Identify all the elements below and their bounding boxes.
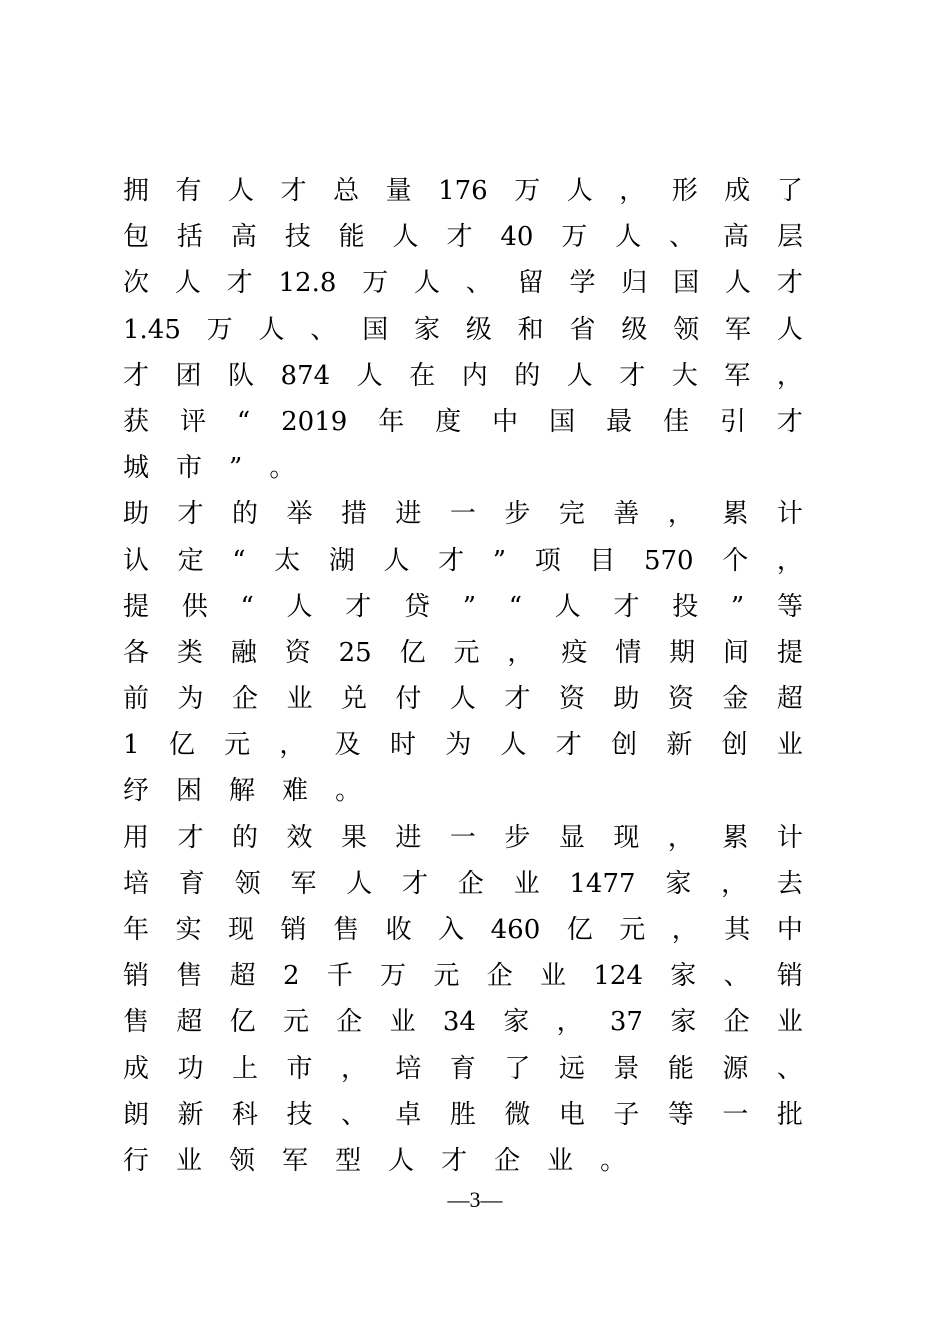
text-token: 培 (123, 868, 150, 899)
text-token: ” (730, 591, 745, 622)
text-token: 科 (231, 1099, 258, 1130)
text-line (123, 584, 803, 630)
text-token: 果 (340, 822, 367, 853)
text-token: 其 (724, 915, 751, 945)
text-token: 37 (609, 1007, 643, 1038)
text-token: 为 (177, 684, 204, 715)
text-token: 才 (776, 406, 803, 437)
text-token: 间 (723, 637, 750, 668)
text-token: 级 (465, 314, 492, 345)
text-token: 业 (389, 1007, 416, 1038)
text-token: 级 (621, 314, 648, 345)
text-token: 助 (613, 684, 640, 715)
text-token: ， (279, 730, 306, 761)
text-token: 40 (500, 222, 534, 253)
text-line (123, 953, 803, 999)
text-token: 国 (362, 314, 389, 345)
text-token: 人 (615, 222, 642, 253)
text-token: 。 (600, 1145, 627, 1176)
text-token: 才 (345, 591, 372, 622)
text-token: 计 (776, 822, 803, 853)
text-token: 提 (776, 637, 803, 668)
text-token: ” (492, 545, 507, 576)
text-line (123, 722, 803, 768)
text-token: 进 (395, 822, 422, 853)
text-token: 亿 (229, 1007, 256, 1038)
text-line (123, 630, 803, 676)
text-token: 25 (338, 637, 372, 668)
text-token: 中 (492, 406, 519, 437)
text-token: 元 (433, 961, 460, 992)
text-token: 874 (280, 360, 331, 391)
text-token: 成 (724, 176, 751, 206)
text-token: 期 (669, 637, 696, 668)
text-token: 人 (383, 545, 410, 576)
text-token: 才 (441, 1145, 468, 1176)
text-token: 销 (776, 961, 803, 992)
text-token: 人 (500, 730, 527, 761)
text-token: 措 (340, 499, 367, 530)
text-token: 企 (336, 1007, 363, 1038)
text-token: 一 (449, 499, 476, 530)
text-token: 留 (517, 268, 544, 299)
text-token: 疫 (561, 637, 588, 668)
text-token: 元 (453, 637, 480, 668)
text-token: 家 (670, 1007, 697, 1038)
text-token: 124 (593, 961, 643, 992)
text-token: 型 (335, 1145, 362, 1176)
text-token: 学 (569, 268, 596, 299)
text-token: ” (229, 453, 243, 484)
text-token: 育 (449, 1053, 476, 1084)
text-token: 人 (566, 360, 593, 391)
text-token: ， (507, 637, 534, 668)
text-token: 人 (566, 176, 593, 206)
text-token: ， (556, 1007, 583, 1038)
text-token: 军 (290, 868, 317, 899)
text-token: 兑 (340, 684, 367, 715)
text-token: 家 (670, 961, 697, 992)
text-token: ” (462, 591, 476, 622)
text-token: 佳 (663, 406, 690, 437)
text-token: 、 (669, 222, 696, 253)
text-token: 人 (356, 360, 383, 391)
text-token: 累 (722, 822, 749, 853)
text-token: 销 (123, 961, 150, 992)
text-token: 情 (615, 637, 642, 668)
text-line (123, 214, 803, 260)
text-token: 批 (776, 1099, 803, 1130)
text-token: 形 (671, 176, 698, 206)
text-token: 、 (340, 1099, 367, 1130)
text-token: 一 (449, 822, 476, 853)
text-token: 金 (722, 684, 749, 715)
text-token: 亿 (399, 637, 426, 668)
text-line (123, 491, 803, 537)
text-token: 1 (123, 730, 140, 761)
text-token: 年 (123, 915, 150, 945)
text-token: 才 (177, 822, 204, 853)
text-token: 付 (395, 684, 422, 715)
text-token: 育 (178, 868, 205, 899)
text-line (123, 999, 803, 1045)
text-token: 收 (385, 915, 412, 945)
text-token: 家 (665, 868, 692, 899)
text-token: 团 (175, 360, 202, 391)
text-token: 拥 (123, 176, 150, 206)
text-token: 举 (286, 499, 313, 530)
text-token: 的 (514, 360, 541, 391)
body-text (123, 168, 803, 1184)
text-token: 超 (776, 684, 803, 715)
text-token: ， (667, 499, 694, 530)
text-token: 人 (174, 268, 201, 299)
text-token: 引 (719, 406, 746, 437)
text-token: 贷 (403, 591, 430, 622)
text-token: “ (508, 591, 522, 622)
text-token: 、 (776, 1053, 803, 1084)
text-token: 能 (338, 222, 365, 253)
text-token: 人 (776, 314, 803, 345)
text-token: 企 (231, 684, 258, 715)
text-token: 景 (613, 1053, 640, 1084)
text-token: 市 (176, 453, 203, 484)
text-token: 的 (231, 822, 258, 853)
text-token: ， (776, 360, 803, 391)
text-token: 计 (776, 499, 803, 530)
text-token: 176 (438, 176, 488, 206)
text-token: 超 (176, 1007, 203, 1038)
text-token: 业 (540, 961, 567, 992)
text-token: 人 (388, 1145, 415, 1176)
text-token: 资 (667, 684, 694, 715)
text-token: 微 (504, 1099, 531, 1130)
text-token: 2 (282, 961, 300, 992)
text-token: 1.45 (123, 314, 181, 345)
text-token: 人 (258, 314, 285, 345)
text-token: 在 (409, 360, 436, 391)
text-token: 了 (776, 176, 803, 206)
text-token: 层 (776, 222, 803, 253)
text-token: 市 (286, 1053, 313, 1084)
text-token: 企 (494, 1145, 521, 1176)
text-token: 千 (326, 961, 353, 992)
text-token: 领 (229, 1145, 256, 1176)
text-token: 湖 (328, 545, 355, 576)
text-token: 有 (175, 176, 202, 206)
text-token: 才 (613, 591, 640, 622)
text-token: 的 (231, 499, 258, 530)
text-token: 项 (534, 545, 561, 576)
text-token: 新 (177, 1099, 204, 1130)
text-token: 实 (175, 915, 202, 945)
text-token: 34 (442, 1007, 476, 1038)
text-token: 业 (776, 1007, 803, 1038)
text-token: 高 (723, 222, 750, 253)
text-line (123, 399, 803, 445)
text-line (123, 1092, 803, 1138)
text-token: 包 (123, 222, 150, 253)
text-token: 入 (438, 915, 465, 945)
text-token: 提 (123, 591, 150, 622)
text-token: 次 (123, 268, 150, 299)
text-token: “ (236, 406, 251, 437)
text-token: 人 (414, 268, 441, 299)
text-token: 等 (776, 591, 803, 622)
text-token: 卓 (395, 1099, 422, 1130)
text-token: 才 (619, 360, 646, 391)
text-token: 难 (282, 776, 309, 807)
text-token: 资 (284, 637, 311, 668)
text-token: 业 (176, 1145, 203, 1176)
text-line (123, 1138, 803, 1184)
text-token: 万 (561, 222, 588, 253)
text-token: “ (232, 545, 246, 576)
text-token: 才 (504, 684, 531, 715)
text-token: 新 (666, 730, 693, 761)
text-token: 才 (226, 268, 253, 299)
text-token: 2019 (281, 406, 348, 437)
text-token: 总 (333, 176, 360, 206)
text-line (123, 260, 803, 306)
text-token: 等 (667, 1099, 694, 1130)
text-token: 为 (445, 730, 472, 761)
text-token: 内 (461, 360, 488, 391)
text-token: 培 (395, 1053, 422, 1084)
text-token: 前 (123, 684, 150, 715)
text-token: 、 (465, 268, 492, 299)
text-token: 用 (123, 822, 150, 853)
text-token: 人 (286, 591, 313, 622)
text-token: ， (340, 1053, 367, 1084)
text-token: 时 (389, 730, 416, 761)
text-token: 售 (123, 1007, 150, 1038)
text-token: 步 (504, 822, 531, 853)
text-token: 业 (286, 684, 313, 715)
text-token: 融 (230, 637, 257, 668)
text-token: 太 (274, 545, 301, 576)
text-token: 元 (282, 1007, 309, 1038)
text-token: 人 (228, 176, 255, 206)
text-token: 困 (176, 776, 203, 807)
text-token: ， (721, 868, 748, 899)
text-token: 定 (177, 545, 204, 576)
text-token: 去 (776, 868, 803, 899)
text-line (123, 307, 803, 353)
text-token: 子 (613, 1099, 640, 1130)
text-token: 业 (547, 1145, 574, 1176)
text-token: 类 (176, 637, 203, 668)
text-token: 业 (513, 868, 540, 899)
text-token: 570 (643, 545, 694, 576)
text-line (123, 1046, 803, 1092)
text-token: 度 (435, 406, 462, 437)
text-token: 和 (517, 314, 544, 345)
text-token: 进 (395, 499, 422, 530)
text-line (123, 538, 803, 584)
text-token: 资 (558, 684, 585, 715)
text-token: 人 (449, 684, 476, 715)
text-token: ， (671, 915, 698, 945)
text-token: 创 (721, 730, 748, 761)
text-token: 一 (722, 1099, 749, 1130)
text-token: 归 (621, 268, 648, 299)
text-token: ， (776, 545, 803, 576)
text-token: 家 (414, 314, 441, 345)
text-token: 电 (558, 1099, 585, 1130)
text-token: 才 (280, 176, 307, 206)
text-token: 万 (380, 961, 407, 992)
text-token: 、 (310, 314, 337, 345)
text-token: 才 (401, 868, 428, 899)
text-token: 各 (123, 637, 150, 668)
text-token: 累 (722, 499, 749, 530)
text-token: 人 (392, 222, 419, 253)
text-line (123, 907, 803, 953)
text-line (123, 676, 803, 722)
text-token: 业 (776, 730, 803, 761)
text-token: 队 (228, 360, 255, 391)
text-token: 亿 (168, 730, 195, 761)
text-line (123, 445, 803, 491)
text-token: 国 (549, 406, 576, 437)
text-token: 量 (385, 176, 412, 206)
text-token: 亿 (566, 915, 593, 945)
text-token: 显 (558, 822, 585, 853)
text-token: 售 (333, 915, 360, 945)
text-token: 效 (286, 822, 313, 853)
text-token: 企 (723, 1007, 750, 1038)
text-token: 了 (504, 1053, 531, 1084)
text-token: 企 (457, 868, 484, 899)
text-line (123, 768, 803, 814)
text-token: 国 (673, 268, 700, 299)
text-token: 才 (438, 545, 465, 576)
text-token: 最 (606, 406, 633, 437)
text-token: 投 (672, 591, 699, 622)
text-token: 1477 (569, 868, 636, 899)
text-token: 技 (284, 222, 311, 253)
text-token: 元 (224, 730, 251, 761)
text-token: 中 (776, 915, 803, 945)
text-token: 供 (181, 591, 208, 622)
text-token: 才 (555, 730, 582, 761)
text-token: 源 (722, 1053, 749, 1084)
text-line (123, 815, 803, 861)
text-token: 完 (558, 499, 585, 530)
text-token: 才 (177, 499, 204, 530)
text-token: 领 (234, 868, 261, 899)
text-token: 家 (503, 1007, 530, 1038)
text-token: 评 (179, 406, 206, 437)
text-token: 行 (123, 1145, 150, 1176)
text-token: 步 (504, 499, 531, 530)
text-token: 个 (722, 545, 749, 576)
text-token: 12.8 (278, 268, 337, 299)
text-token: 朗 (123, 1099, 150, 1130)
text-token: 超 (229, 961, 256, 992)
text-token: 企 (486, 961, 513, 992)
text-token: 远 (558, 1053, 585, 1084)
text-token: 、 (723, 961, 750, 992)
text-token: 助 (123, 499, 150, 530)
text-token: 上 (231, 1053, 258, 1084)
text-token: 。 (269, 453, 296, 484)
text-token: ， (619, 176, 646, 206)
text-token: 才 (446, 222, 473, 253)
text-line (123, 353, 803, 399)
text-token: 技 (286, 1099, 313, 1130)
text-token: 万 (514, 176, 541, 206)
text-token: 高 (230, 222, 257, 253)
text-token: 及 (334, 730, 361, 761)
text-token: 460 (490, 915, 541, 945)
text-token: ， (667, 822, 694, 853)
text-token: 善 (613, 499, 640, 530)
text-token: 人 (554, 591, 581, 622)
text-token: 。 (335, 776, 362, 807)
text-token: 万 (362, 268, 389, 299)
text-token: 省 (569, 314, 596, 345)
text-token: 才 (123, 360, 150, 391)
text-token: 领 (673, 314, 700, 345)
text-token: 大 (671, 360, 698, 391)
text-token: 纾 (123, 776, 150, 807)
text-token: 认 (123, 545, 150, 576)
text-token: “ (240, 591, 254, 622)
text-token: 括 (176, 222, 203, 253)
text-token: 元 (619, 915, 646, 945)
text-token: 获 (123, 406, 150, 437)
text-token: 军 (724, 360, 751, 391)
text-token: 才 (776, 268, 803, 299)
text-token: 人 (724, 268, 751, 299)
text-token: 现 (613, 822, 640, 853)
text-token: 成 (123, 1053, 150, 1084)
text-token: 军 (282, 1145, 309, 1176)
text-token: 解 (229, 776, 256, 807)
text-token: 售 (176, 961, 203, 992)
text-token: 创 (611, 730, 638, 761)
text-token: 人 (346, 868, 373, 899)
text-token: 万 (206, 314, 233, 345)
text-token: 现 (228, 915, 255, 945)
text-token: 功 (177, 1053, 204, 1084)
text-token: 军 (724, 314, 751, 345)
text-token: 胜 (449, 1099, 476, 1130)
text-line (123, 861, 803, 907)
text-line (123, 168, 803, 214)
text-token: 年 (378, 406, 405, 437)
text-token: 销 (280, 915, 307, 945)
text-token: 城 (123, 453, 150, 484)
text-token: 能 (667, 1053, 694, 1084)
text-token: 目 (589, 545, 616, 576)
page-number: —3— (447, 1187, 503, 1212)
